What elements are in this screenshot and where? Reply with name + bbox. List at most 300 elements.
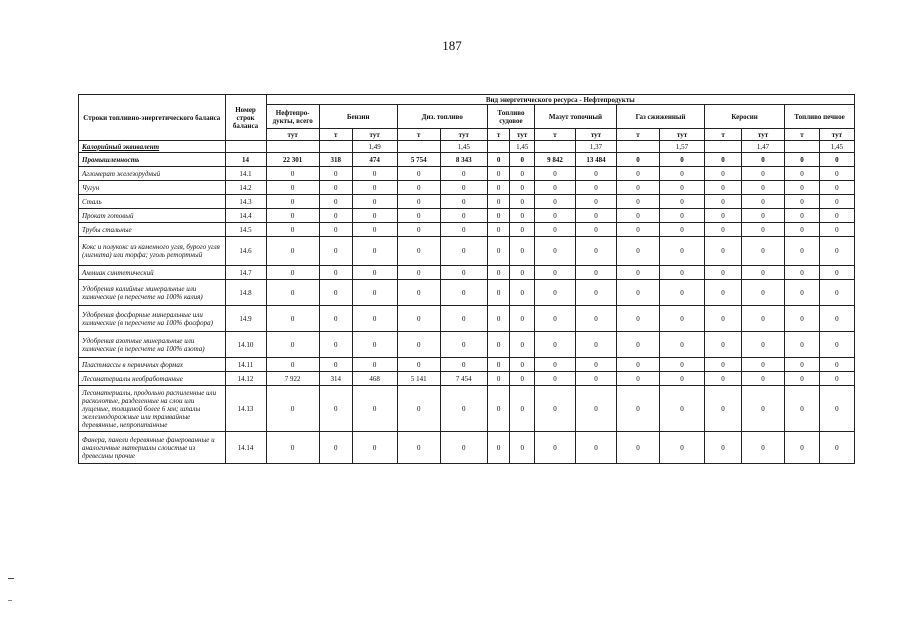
table-cell: 0: [575, 386, 616, 432]
table-cell: 0: [616, 195, 659, 209]
table-cell: 0: [575, 209, 616, 223]
row-number: 14.6: [225, 237, 266, 266]
table-row: [79, 306, 855, 332]
table-cell: 0: [616, 332, 659, 358]
table-cell: 0: [440, 280, 487, 306]
table-cell: 0: [352, 432, 397, 464]
table-cell: 0: [319, 386, 352, 432]
calorific-value: [705, 141, 742, 153]
table-cell: 0: [741, 332, 784, 358]
table-cell: 0: [705, 167, 742, 181]
table-cell: 0: [660, 209, 705, 223]
calorific-value: [397, 141, 440, 153]
table-cell: 0: [440, 358, 487, 372]
row-number: 14.11: [225, 358, 266, 372]
table-cell: 0: [705, 153, 742, 167]
table-cell: 0: [397, 432, 440, 464]
table-row: [79, 181, 855, 195]
header-group: Керосин: [705, 105, 785, 129]
table-cell: 0: [616, 223, 659, 237]
table-cell: 0: [535, 209, 576, 223]
table-cell: 468: [352, 372, 397, 386]
table-cell: 0: [616, 306, 659, 332]
table-row: [79, 167, 855, 181]
table-cell: 0: [819, 432, 854, 464]
table-cell: 0: [440, 209, 487, 223]
table-cell: 0: [785, 358, 820, 372]
table-cell: 0: [352, 386, 397, 432]
table-cell: 0: [575, 266, 616, 280]
table-cell: 0: [535, 306, 576, 332]
calorific-value: 1,57: [660, 141, 705, 153]
header-unit: тут: [510, 129, 535, 141]
table-cell: 0: [616, 209, 659, 223]
table-cell: 0: [266, 306, 319, 332]
header-unit: т: [616, 129, 659, 141]
table-body: [79, 141, 855, 464]
table-cell: 0: [741, 386, 784, 432]
table-cell: 0: [741, 223, 784, 237]
calorific-value: 1,45: [819, 141, 854, 153]
table-cell: 0: [575, 195, 616, 209]
table-cell: 0: [575, 372, 616, 386]
table-cell: 0: [510, 372, 535, 386]
table-cell: 0: [266, 386, 319, 432]
table-cell: 0: [397, 237, 440, 266]
table-cell: 0: [487, 432, 510, 464]
table-cell: 0: [319, 209, 352, 223]
table-cell: 0: [397, 209, 440, 223]
table-cell: 5 754: [397, 153, 440, 167]
table-cell: 0: [785, 209, 820, 223]
table-row: [79, 432, 855, 464]
row-label: Удобрения калийные минеральные или химические (в пересчете на 100% калия): [79, 280, 226, 306]
table-cell: 0: [741, 432, 784, 464]
table-cell: 0: [319, 432, 352, 464]
table-row: [79, 280, 855, 306]
header-unit: тут: [352, 129, 397, 141]
calorific-value: [319, 141, 352, 153]
row-number: 14.13: [225, 386, 266, 432]
table-cell: 0: [705, 223, 742, 237]
table-cell: 0: [616, 432, 659, 464]
header-unit: тут: [266, 129, 319, 141]
row-number: 14.7: [225, 266, 266, 280]
table-cell: 7 922: [266, 372, 319, 386]
table-cell: 0: [510, 280, 535, 306]
table-cell: 0: [535, 432, 576, 464]
table-cell: 0: [660, 432, 705, 464]
table-cell: 0: [319, 195, 352, 209]
table-cell: 0: [575, 237, 616, 266]
table-cell: 0: [660, 153, 705, 167]
table-row: [79, 237, 855, 266]
table-cell: 0: [352, 237, 397, 266]
table-cell: 5 141: [397, 372, 440, 386]
table-cell: 0: [741, 167, 784, 181]
table-cell: 0: [397, 167, 440, 181]
table-cell: 0: [705, 280, 742, 306]
table-cell: 0: [616, 266, 659, 280]
table-cell: 0: [819, 181, 854, 195]
table-cell: 0: [819, 266, 854, 280]
table-cell: 0: [705, 306, 742, 332]
header-unit: тут: [741, 129, 784, 141]
header-unit: тут: [660, 129, 705, 141]
table-cell: 0: [510, 237, 535, 266]
row-label: Удобрения азотные минеральные или химические (в пересчете на 100% азота): [79, 332, 226, 358]
table-cell: 0: [440, 223, 487, 237]
table-cell: 0: [397, 332, 440, 358]
table-cell: 0: [660, 332, 705, 358]
table-cell: 0: [705, 237, 742, 266]
table-cell: 314: [319, 372, 352, 386]
table-cell: 0: [616, 280, 659, 306]
table-cell: 0: [352, 358, 397, 372]
table-cell: 0: [660, 266, 705, 280]
table-cell: 8 343: [440, 153, 487, 167]
table-row: [79, 209, 855, 223]
table-cell: 0: [319, 266, 352, 280]
table-cell: 0: [266, 237, 319, 266]
table-row: [79, 358, 855, 372]
row-label: Чугун: [79, 181, 226, 195]
table-cell: 0: [819, 167, 854, 181]
table-cell: 0: [705, 181, 742, 195]
table-cell: 0: [705, 195, 742, 209]
table-cell: 0: [741, 358, 784, 372]
header-unit: тут: [575, 129, 616, 141]
table-cell: 0: [575, 358, 616, 372]
table-cell: 0: [785, 280, 820, 306]
calorific-value: 1,45: [440, 141, 487, 153]
table-cell: 0: [440, 386, 487, 432]
table-cell: 0: [510, 332, 535, 358]
header-group: Нефтепро-дукты, всего: [266, 105, 319, 129]
table-cell: 0: [785, 332, 820, 358]
table-cell: 0: [819, 358, 854, 372]
table-cell: 0: [535, 280, 576, 306]
table-cell: 0: [397, 195, 440, 209]
table-cell: 0: [819, 306, 854, 332]
table-cell: 0: [741, 153, 784, 167]
table-cell: 0: [741, 237, 784, 266]
table-cell: 0: [819, 372, 854, 386]
fuel-balance-table-container: [78, 94, 855, 464]
row-label: Трубы стальные: [79, 223, 226, 237]
table-cell: 0: [440, 237, 487, 266]
row-number: 14.2: [225, 181, 266, 195]
table-cell: 318: [319, 153, 352, 167]
table-cell: 0: [660, 306, 705, 332]
header-resource: Вид энергетического ресурса - Нефтепродукты: [266, 95, 854, 105]
table-cell: 0: [266, 280, 319, 306]
row-label: Лесоматериалы необработанные: [79, 372, 226, 386]
table-cell: 0: [352, 223, 397, 237]
row-number: 14.14: [225, 432, 266, 464]
table-cell: 0: [266, 358, 319, 372]
table-cell: 0: [510, 432, 535, 464]
table-cell: 0: [660, 195, 705, 209]
table-cell: 9 842: [535, 153, 576, 167]
fuel-balance-table: [78, 94, 855, 464]
table-cell: 0: [660, 386, 705, 432]
table-cell: 0: [616, 237, 659, 266]
table-cell: 0: [487, 167, 510, 181]
table-cell: 0: [660, 372, 705, 386]
table-row: [79, 266, 855, 280]
table-cell: 22 301: [266, 153, 319, 167]
row-label: Пластмассы в первичных формах: [79, 358, 226, 372]
header-group: Газ сжиженный: [616, 105, 704, 129]
header-unit: т: [487, 129, 510, 141]
row-label: Прокат готовый: [79, 209, 226, 223]
table-cell: 0: [319, 237, 352, 266]
table-cell: 0: [440, 266, 487, 280]
table-cell: 0: [266, 332, 319, 358]
table-cell: 0: [660, 280, 705, 306]
table-cell: 0: [440, 195, 487, 209]
table-cell: 0: [487, 181, 510, 195]
table-cell: 0: [819, 153, 854, 167]
margin-mark: [8, 600, 12, 601]
table-cell: 0: [535, 195, 576, 209]
table-cell: 0: [535, 332, 576, 358]
header-unit: т: [535, 129, 576, 141]
row-number: 14: [225, 153, 266, 167]
table-cell: 0: [785, 266, 820, 280]
table-cell: 0: [266, 223, 319, 237]
table-cell: 0: [535, 223, 576, 237]
margin-mark: [8, 578, 14, 579]
table-cell: 13 484: [575, 153, 616, 167]
table-cell: 0: [616, 386, 659, 432]
table-cell: 0: [705, 266, 742, 280]
row-number: 14.3: [225, 195, 266, 209]
table-cell: 0: [535, 386, 576, 432]
table-cell: 0: [487, 209, 510, 223]
table-cell: 0: [397, 181, 440, 195]
header-group: Топливо печное: [785, 105, 855, 129]
table-cell: 0: [397, 386, 440, 432]
table-cell: 0: [660, 358, 705, 372]
table-cell: 0: [510, 195, 535, 209]
table-cell: 0: [397, 280, 440, 306]
header-unit: т: [785, 129, 820, 141]
table-cell: 0: [819, 280, 854, 306]
table-cell: 0: [440, 432, 487, 464]
header-unit: тут: [819, 129, 854, 141]
table-cell: 0: [352, 332, 397, 358]
table-cell: 0: [741, 280, 784, 306]
calorific-value: [266, 141, 319, 153]
row-label: Кокс и полукокс из каменного угля, бурого угля (лигнита) или торфа; уголь ретортный: [79, 237, 226, 266]
row-label: Фанера, панели деревянные фанерованные и аналогичные материалы слоистые из древесины прочие: [79, 432, 226, 464]
table-cell: 0: [785, 432, 820, 464]
table-cell: 0: [487, 386, 510, 432]
table-cell: 0: [705, 432, 742, 464]
table-cell: 0: [487, 280, 510, 306]
row-label: Лесоматериалы, продольно распиленные или расколотые, разделенные на слои или лущеные, толщиной более 6 мм; шпалы железнодорожные или трамвайные деревянные, непропитанные: [79, 386, 226, 432]
calorific-row: [79, 141, 855, 153]
table-cell: 0: [575, 181, 616, 195]
table-cell: 0: [487, 306, 510, 332]
table-cell: 474: [352, 153, 397, 167]
table-cell: 0: [487, 237, 510, 266]
row-number: 14.1: [225, 167, 266, 181]
header-unit: тут: [440, 129, 487, 141]
row-number: 14.10: [225, 332, 266, 358]
table-cell: 0: [487, 266, 510, 280]
table-cell: 0: [785, 306, 820, 332]
row-label: Промышленность: [79, 153, 226, 167]
table-row: [79, 153, 855, 167]
table-cell: 0: [660, 167, 705, 181]
calorific-value: [225, 141, 266, 153]
table-cell: 0: [352, 280, 397, 306]
table-cell: 0: [741, 209, 784, 223]
table-cell: 0: [510, 306, 535, 332]
table-cell: 0: [705, 358, 742, 372]
table-cell: 0: [510, 223, 535, 237]
table-cell: 0: [616, 372, 659, 386]
table-cell: 0: [741, 181, 784, 195]
table-cell: 0: [785, 237, 820, 266]
table-cell: 0: [785, 223, 820, 237]
table-cell: 0: [510, 153, 535, 167]
table-cell: 0: [266, 432, 319, 464]
table-cell: 0: [319, 306, 352, 332]
table-cell: 0: [575, 306, 616, 332]
page-number: 187: [442, 38, 462, 53]
table-cell: 0: [616, 153, 659, 167]
table-cell: 0: [741, 195, 784, 209]
table-row: [79, 372, 855, 386]
table-cell: 0: [616, 167, 659, 181]
table-cell: 0: [785, 195, 820, 209]
table-cell: 0: [575, 280, 616, 306]
table-cell: 0: [535, 358, 576, 372]
row-label: Аммиак синтетический: [79, 266, 226, 280]
row-label: Агломерат железорудный: [79, 167, 226, 181]
table-cell: 0: [785, 386, 820, 432]
table-cell: 0: [535, 237, 576, 266]
table-cell: 0: [510, 386, 535, 432]
table-cell: 0: [352, 266, 397, 280]
table-cell: 0: [487, 358, 510, 372]
table-cell: 0: [266, 266, 319, 280]
table-cell: 0: [319, 181, 352, 195]
table-cell: 0: [705, 332, 742, 358]
table-cell: 0: [705, 209, 742, 223]
table-cell: 0: [535, 181, 576, 195]
table-row: [79, 223, 855, 237]
table-cell: 0: [397, 266, 440, 280]
table-cell: 0: [266, 195, 319, 209]
table-cell: 0: [510, 181, 535, 195]
header-group: Бензин: [319, 105, 397, 129]
row-label: Калорийный эквивалент: [79, 141, 226, 153]
table-cell: 0: [535, 372, 576, 386]
table-cell: 0: [741, 306, 784, 332]
table-cell: 0: [487, 372, 510, 386]
header-unit: т: [397, 129, 440, 141]
table-row: [79, 195, 855, 209]
table-cell: 0: [785, 372, 820, 386]
table-cell: 0: [705, 372, 742, 386]
table-cell: 0: [266, 167, 319, 181]
table-cell: 0: [575, 167, 616, 181]
header-unit: т: [705, 129, 742, 141]
row-number: 14.9: [225, 306, 266, 332]
table-cell: 0: [266, 209, 319, 223]
table-cell: 0: [785, 153, 820, 167]
table-cell: 0: [819, 386, 854, 432]
table-cell: 0: [705, 386, 742, 432]
calorific-value: [487, 141, 510, 153]
row-label: Сталь: [79, 195, 226, 209]
table-cell: 0: [319, 223, 352, 237]
table-row: [79, 332, 855, 358]
row-number: 14.8: [225, 280, 266, 306]
table-cell: 0: [487, 332, 510, 358]
table-cell: 0: [352, 181, 397, 195]
table-cell: 0: [660, 237, 705, 266]
table-cell: 0: [510, 358, 535, 372]
table-cell: 0: [440, 167, 487, 181]
table-cell: 0: [785, 181, 820, 195]
table-cell: 0: [510, 209, 535, 223]
table-cell: 0: [440, 181, 487, 195]
row-number: 14.12: [225, 372, 266, 386]
table-cell: 0: [397, 358, 440, 372]
table-cell: 0: [266, 181, 319, 195]
table-cell: 0: [575, 223, 616, 237]
table-cell: 0: [487, 195, 510, 209]
table-cell: 0: [319, 358, 352, 372]
table-cell: 0: [660, 181, 705, 195]
table-cell: 0: [819, 332, 854, 358]
header-line-number: Номер строк баланса: [225, 95, 266, 141]
table-cell: 0: [819, 209, 854, 223]
table-cell: 0: [397, 223, 440, 237]
header-group: Диз. топливо: [397, 105, 487, 129]
table-cell: 0: [510, 266, 535, 280]
table-cell: 0: [741, 372, 784, 386]
calorific-value: [616, 141, 659, 153]
table-cell: 0: [440, 306, 487, 332]
calorific-value: 1,45: [510, 141, 535, 153]
table-cell: 0: [440, 332, 487, 358]
header-unit: т: [319, 129, 352, 141]
calorific-value: [785, 141, 820, 153]
table-cell: 0: [819, 237, 854, 266]
header-group: Топливо судовое: [487, 105, 534, 129]
table-cell: 0: [616, 358, 659, 372]
header-rows: Строки топливно-энергетического баланса: [79, 95, 226, 141]
table-cell: 0: [352, 195, 397, 209]
table-cell: 0: [352, 306, 397, 332]
header-group: Мазут топочный: [535, 105, 617, 129]
table-cell: 0: [575, 432, 616, 464]
table-cell: 0: [319, 167, 352, 181]
table-cell: 0: [535, 266, 576, 280]
table-cell: 0: [397, 306, 440, 332]
table-cell: 0: [785, 167, 820, 181]
table-cell: 7 454: [440, 372, 487, 386]
calorific-value: 1,37: [575, 141, 616, 153]
table-cell: 0: [741, 266, 784, 280]
